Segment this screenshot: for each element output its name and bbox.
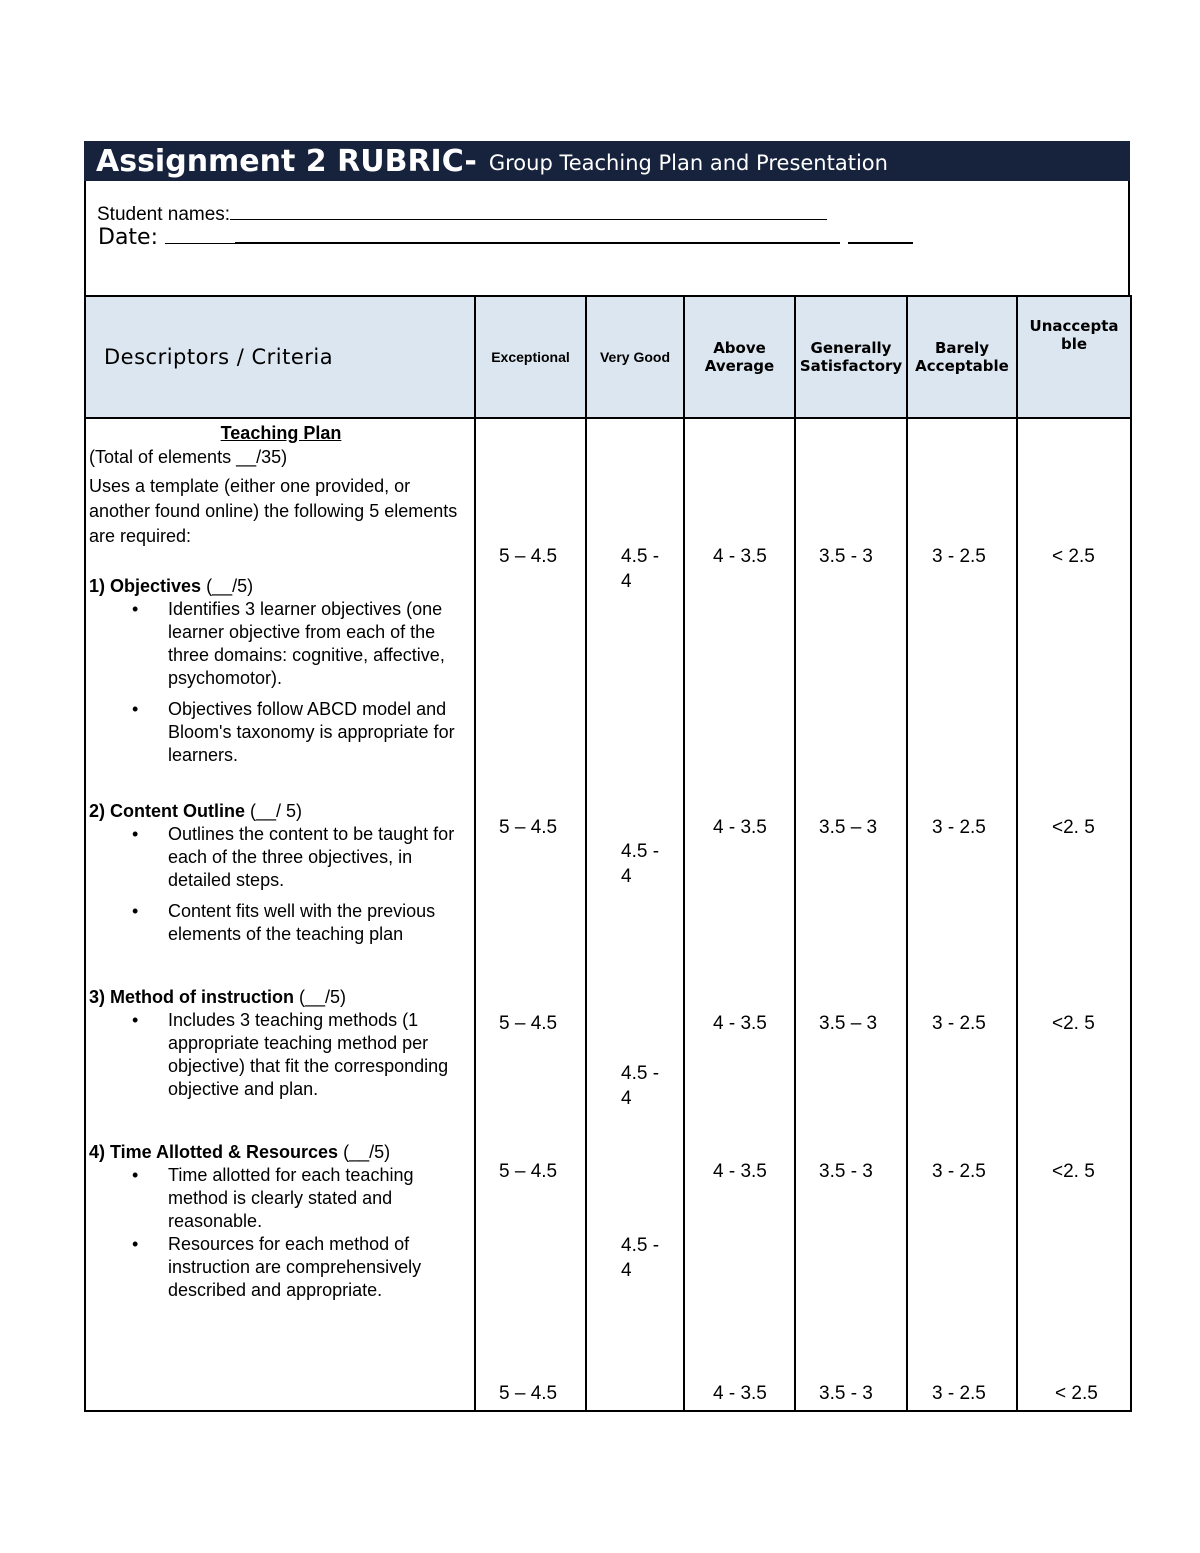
section-time-allotted-resources <box>86 1140 476 1302</box>
date-field-line[interactable] <box>165 225 235 244</box>
score-value: 4 - 3.5 <box>713 546 767 567</box>
score-value: 5 – 4.5 <box>499 1013 558 1034</box>
criteria-intro: Uses a template (either one provided, or another found online) the following 5 elements are required: <box>89 476 458 546</box>
date-field-line-2[interactable] <box>235 224 840 244</box>
score-value: 3 - 2.5 <box>932 817 986 838</box>
section-points: (__/5) <box>206 576 254 596</box>
score-value: 4 - 3.5 <box>713 817 767 838</box>
col-descriptors: Descriptors / Criteria <box>85 296 475 418</box>
criteria-bullet: • Content fits well with the previous elements of the teaching plan <box>168 900 476 946</box>
score-value: < 2.5 <box>1052 546 1095 567</box>
col-very-good: Very Good <box>586 296 684 418</box>
barely-acceptable-scores <box>907 418 1017 1411</box>
score-value: <2. 5 <box>1052 817 1095 838</box>
date-field-line-3[interactable] <box>848 224 913 244</box>
score-value: < 2.5 <box>1055 1383 1098 1404</box>
score-value: 4 - 3.5 <box>713 1161 767 1182</box>
score-value: 4.5 - 4 <box>621 841 660 887</box>
rubric-table <box>84 295 1132 1412</box>
rubric-title-banner <box>84 141 1130 181</box>
score-value: 4.5 - 4 <box>621 546 660 592</box>
score-value: 3.5 – 3 <box>819 1013 878 1034</box>
date-row <box>98 224 913 250</box>
section-points: (__/5) <box>293 987 347 1007</box>
criteria-bullet: • Resources for each method of instruction are comprehensively described and appropriate. <box>168 1233 476 1302</box>
score-value: 4 - 3.5 <box>713 1013 767 1034</box>
unacceptable-scores <box>1017 418 1131 1411</box>
criteria-bullet: • Time allotted for each teaching method is clearly stated and reasonable. <box>168 1164 476 1233</box>
criteria-bullet: • Outlines the content to be taught for each of the three objectives, in detailed steps. <box>168 823 476 892</box>
section-title: 3) Method of instruction <box>89 987 294 1007</box>
criteria-cell <box>85 418 475 1411</box>
score-value: 4.5 - 4 <box>621 1063 660 1109</box>
col-exceptional: Exceptional <box>475 296 586 418</box>
student-names-label: Student names: <box>97 204 231 225</box>
above-average-scores <box>684 418 795 1411</box>
very-good-scores <box>586 418 684 1411</box>
criteria-bullet: • Objectives follow ABCD model and Bloom's taxonomy is appropriate for learners. <box>168 698 476 767</box>
score-value: 3 - 2.5 <box>932 546 986 567</box>
criteria-bullet: • Includes 3 teaching methods (1 appropriate teaching method per objective) that fit the corresponding objective and plan. <box>168 1009 476 1101</box>
section-title: 1) Objectives <box>89 576 202 596</box>
student-names-field[interactable] <box>230 201 827 220</box>
section-points: (__/5) <box>338 1142 391 1162</box>
score-value: 3.5 - 3 <box>819 1383 873 1404</box>
col-generally-satisfactory: Generally Satisfactory <box>795 296 907 418</box>
criteria-bullet: • Identifies 3 learner objectives (one learner objective from each of the three domains: cognitive, affective, psychomotor). <box>168 598 476 690</box>
section-method-of-instruction <box>86 985 476 1101</box>
score-value: 5 – 4.5 <box>499 1383 558 1404</box>
header-row <box>85 296 1131 418</box>
section-title: 4) Time Allotted & Resources <box>89 1142 339 1162</box>
score-value: 5 – 4.5 <box>499 546 558 567</box>
score-value: 3 - 2.5 <box>932 1013 986 1034</box>
section-title: 2) Content Outline <box>89 801 245 821</box>
col-unacceptable: Unaccepta ble <box>1017 296 1131 418</box>
score-value: 5 – 4.5 <box>499 1161 558 1182</box>
col-above-average: Above Average <box>684 296 795 418</box>
date-label: Date: <box>98 225 158 250</box>
exceptional-scores <box>475 418 586 1411</box>
score-value: 3 - 2.5 <box>932 1383 986 1404</box>
rubric-subtitle: Group Teaching Plan and Presentation <box>488 151 888 175</box>
col-barely-acceptable: Barely Acceptable <box>907 296 1017 418</box>
score-value: 3 - 2.5 <box>932 1161 986 1182</box>
score-value: <2. 5 <box>1052 1013 1095 1034</box>
generally-satisfactory-scores <box>795 418 907 1411</box>
score-value: 3.5 - 3 <box>819 546 873 567</box>
rubric-title: Assignment 2 RUBRIC- <box>96 143 477 179</box>
score-value: <2. 5 <box>1052 1161 1095 1182</box>
score-value: 5 – 4.5 <box>499 817 558 838</box>
score-value: 4 - 3.5 <box>713 1383 767 1404</box>
score-value: 3.5 - 3 <box>819 1161 873 1182</box>
teaching-plan-row <box>85 418 1131 1411</box>
total-elements: (Total of elements __/35) <box>89 447 288 467</box>
section-objectives <box>86 574 476 767</box>
teaching-plan-title: Teaching Plan <box>220 423 342 443</box>
student-names-row <box>97 201 827 226</box>
section-content-outline <box>86 799 476 946</box>
score-value: 3.5 – 3 <box>819 817 878 838</box>
section-points: (__/ 5) <box>245 801 303 821</box>
student-info-box <box>84 181 1130 296</box>
score-value: 4.5 - 4 <box>621 1235 660 1281</box>
